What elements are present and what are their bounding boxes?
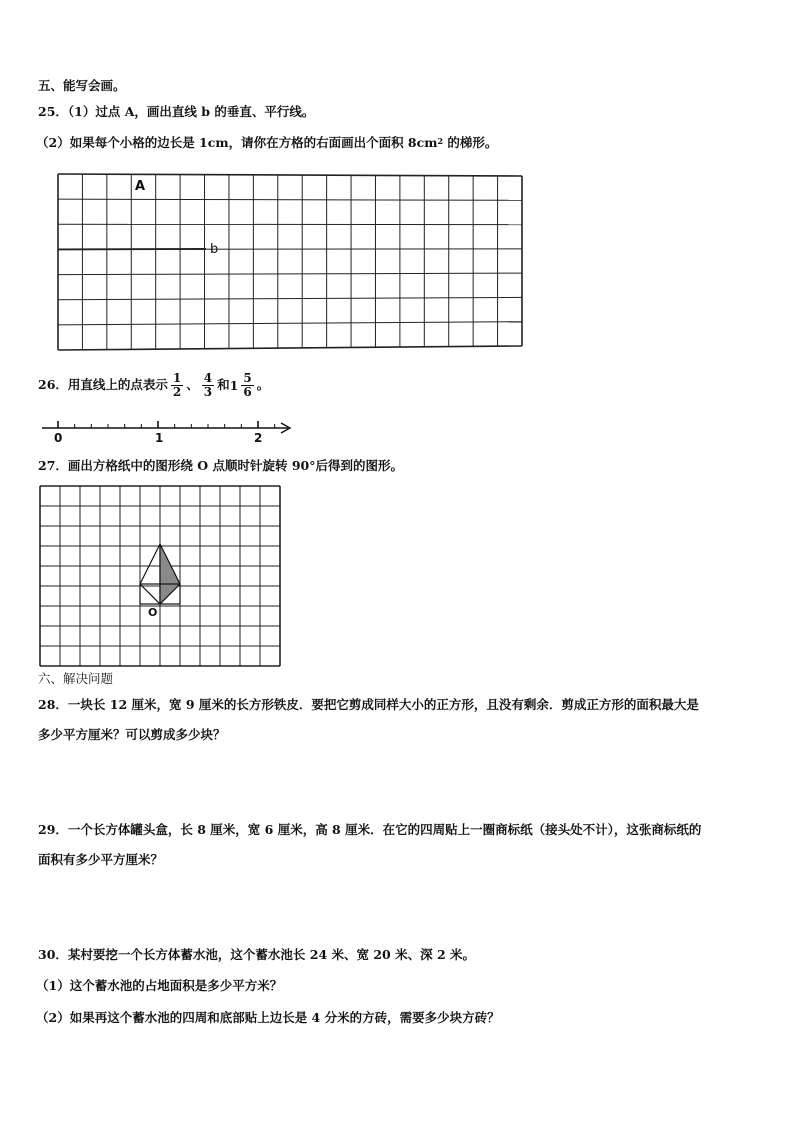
q26-text-pre: 26．用直线上的点表示 — [38, 377, 168, 392]
section-five-title: 五、能写会画。 — [38, 78, 126, 93]
q27-text: 27．画出方格纸中的图形绕 O 点顺时针旋转 90°后得到的图形。 — [38, 458, 403, 473]
q28-line2: 多少平方厘米？可以剪成多少块？ — [38, 727, 226, 742]
q26-fraction-1-den: 2 — [172, 385, 182, 399]
q25-part2-text — [36, 135, 497, 151]
q26-fraction-1-num: 1 — [172, 371, 182, 385]
q27-grid — [38, 484, 282, 668]
q26-end: 。 — [256, 377, 270, 392]
q26-fraction-3-den: 6 — [243, 385, 252, 399]
q26-number-line — [40, 418, 300, 448]
q26-mixed-whole: 1 — [229, 377, 239, 393]
q27-shape — [140, 544, 180, 604]
q25-part2-sup: 2 — [437, 136, 444, 146]
q26-fraction-2 — [202, 372, 214, 399]
q25-part1-text: 25．（1）过点 A，画出直线 b 的垂直、平行线。 — [38, 104, 315, 119]
q25-grid — [56, 170, 526, 354]
q27-center-label: O — [148, 606, 158, 619]
section-six-title: 六、解决问题 — [38, 671, 114, 686]
q26-fraction-2-den: 3 — [203, 385, 213, 399]
q29-line2: 面积有多少平方厘米？ — [38, 852, 164, 867]
q26-text — [38, 372, 269, 399]
q29-line1: 29．一个长方体罐头盒，长 8 厘米，宽 6 厘米，高 8 厘米．在它的四周贴上一圈商标纸（接头处不计），这张商标纸的 — [38, 822, 702, 837]
q30-line1: 30．某村要挖一个长方体蓄水池，这个蓄水池长 24 米、宽 20 米、深 2 米。 — [38, 947, 475, 962]
q26-tick-label-2: 2 — [254, 431, 263, 445]
q26-sep-1: 、 — [186, 377, 199, 392]
q26-fraction-3 — [241, 372, 253, 399]
q26-fraction-2-num: 4 — [203, 371, 213, 385]
q26-fraction-3-num: 5 — [243, 371, 252, 385]
q25-part2-post: 的梯形。 — [443, 135, 498, 150]
q26-fraction-1 — [171, 372, 183, 399]
q26-tick-label-0: 0 — [54, 431, 63, 445]
q25-part2-pre: （2）如果每个小格的边长是 1cm，请你在方格的右面画出个面积 8cm — [36, 135, 438, 150]
q28-line1: 28．一块长 12 厘米，宽 9 厘米的长方形铁皮．要把它剪成同样大小的正方形，且没有剩余．剪成正方形的面积最大是 — [38, 697, 699, 712]
q26-tick-label-1: 1 — [155, 431, 164, 445]
q25-point-a-label: A — [135, 179, 146, 194]
q26-sep-2: 和 — [217, 377, 230, 392]
q30-line2: （1）这个蓄水池的占地面积是多少平方米？ — [36, 978, 283, 993]
q30-line3: （2）如果再这个蓄水池的四周和底部贴上边长是 4 分米的方砖，需要多少块方砖？ — [36, 1010, 500, 1025]
q25-line-b-label: b — [210, 242, 219, 257]
